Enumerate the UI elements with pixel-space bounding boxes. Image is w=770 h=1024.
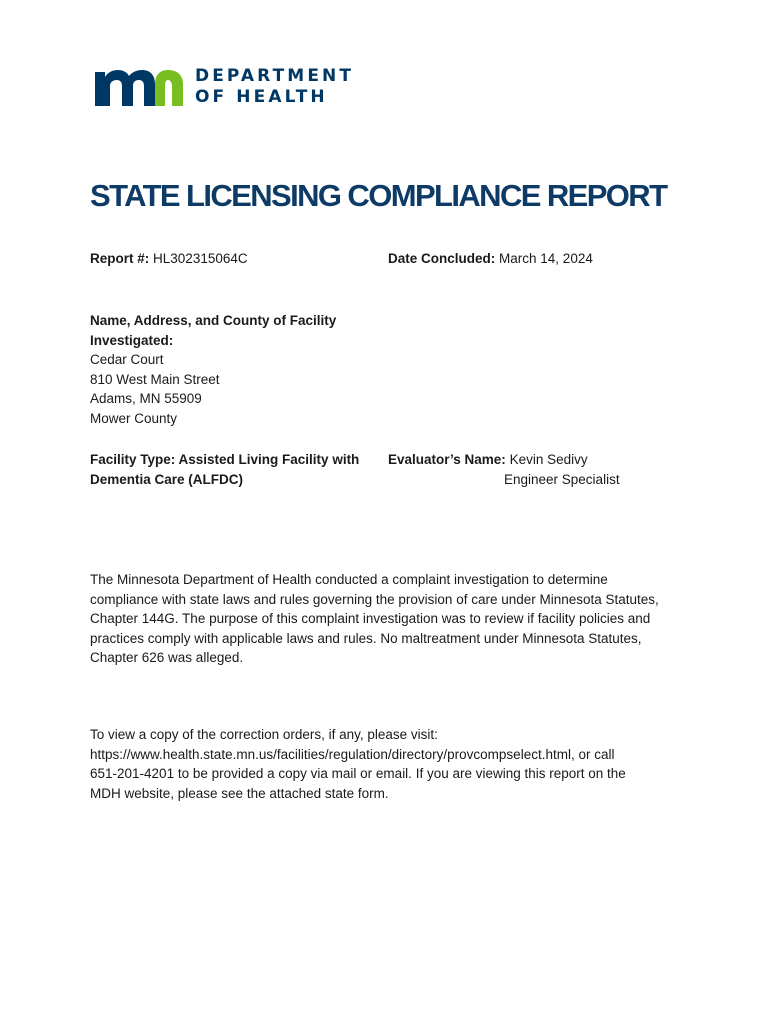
date-concluded-value: March 14, 2024 [499,251,593,266]
logo-line-1: DEPARTMENT [195,66,355,86]
evaluator [388,450,588,470]
investigation-summary [90,570,700,668]
facility-name: Cedar Court [90,352,164,367]
summary-line: The Minnesota Department of Health conducted a complaint investigation to determine [90,572,608,587]
info-line: https://www.health.state.mn.us/facilities/regulation/directory/provcompselect.html, or call [90,746,615,762]
facility-type-line-1: Facility Type: Assisted Living Facility with [90,452,360,467]
summary-line: compliance with state laws and rules governing the provision of care under Minnesota Statutes, [90,591,659,607]
info-line: MDH website, please see the attached state form. [90,785,389,801]
date-concluded [388,249,593,269]
summary-line: Chapter 626 was alleged. [90,650,244,665]
facility-city: Adams, MN 55909 [90,391,202,406]
page-title: STATE LICENSING COMPLIANCE REPORT [90,178,667,213]
date-concluded-label: Date Concluded: [388,251,496,266]
evaluator-title: Engineer Specialist [504,472,620,487]
logo-wordmark [195,66,354,108]
facility-street: 810 West Main Street [90,371,220,387]
correction-orders-info [90,725,700,803]
info-line: To view a copy of the correction orders, if any, please visit: [90,727,438,742]
summary-line: Chapter 144G. The purpose of this complaint investigation was to review if facility policies and [90,611,651,626]
summary-line: practices comply with applicable laws and rules. No maltreatment under Minnesota Statutes, [90,630,642,646]
mdh-logo [93,66,354,108]
info-line: 651-201-4201 to be provided a copy via mail or email. If you are viewing this report on the [90,766,626,781]
evaluator-label: Evaluator’s Name: [388,452,506,467]
report-number [90,249,248,269]
report-number-label: Report #: [90,251,150,266]
facility-info [90,311,370,428]
facility-county: Mower County [90,410,178,426]
facility-type-line-2: Dementia Care (ALFDC) [90,471,244,487]
report-number-value: HL302315064C [153,251,248,266]
mn-logo-mark-icon [93,66,185,108]
evaluator-name: Kevin Sedivy [509,452,588,467]
facility-label-line-2: Investigated: [90,332,174,348]
logo-line-2: OF HEALTH [195,87,328,107]
facility-type [90,450,360,489]
facility-label-line-1: Name, Address, and County of Facility [90,313,337,328]
